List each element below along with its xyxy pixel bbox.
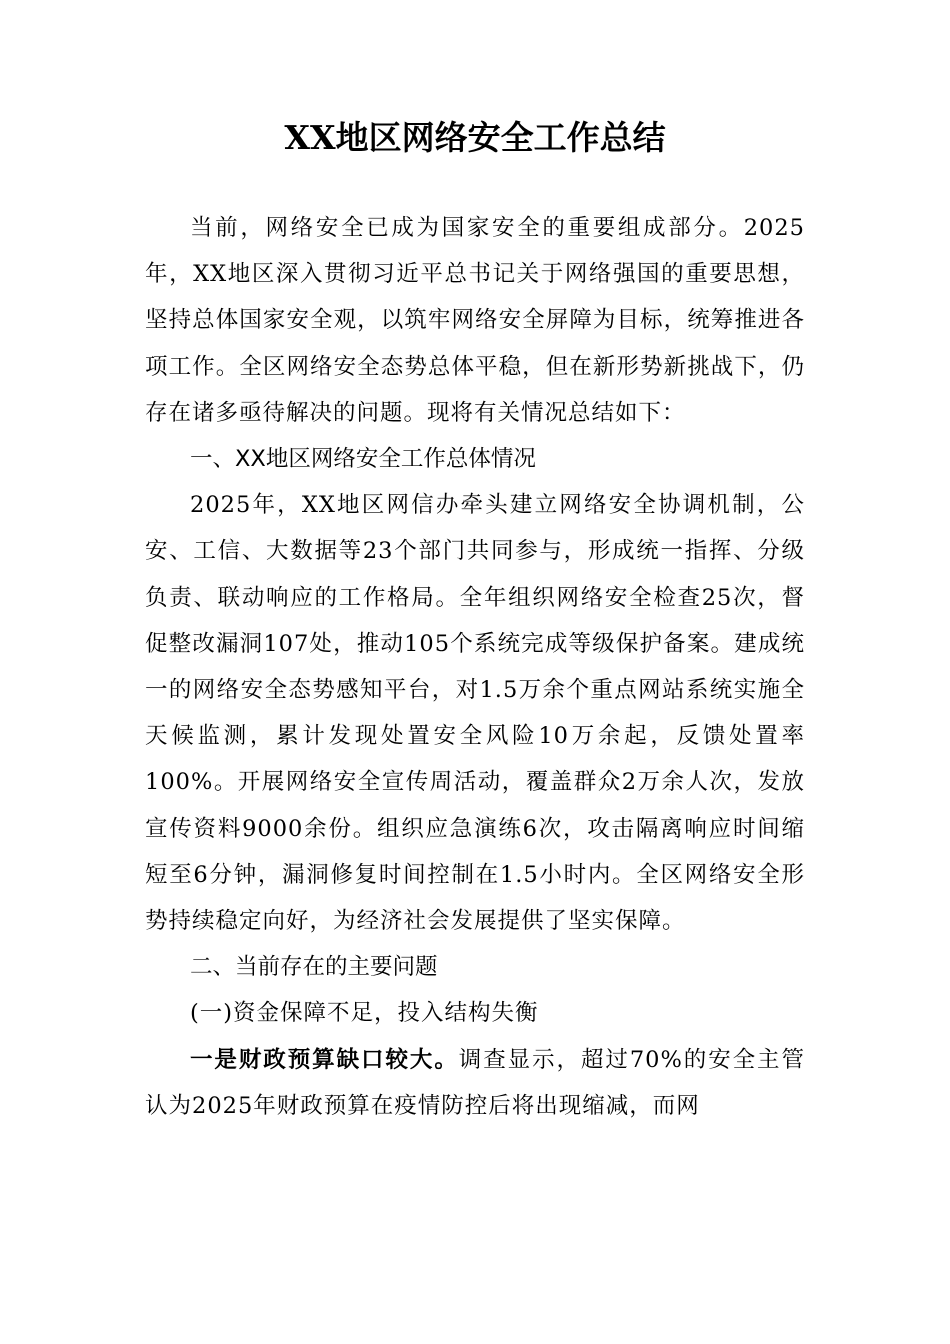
point-1-body: 调查显示，超过70%的安全主管认为2025年财政预算在疫情防控后将出现缩减，而网 — [145, 1046, 805, 1119]
point-1-lead: 一是财政预算缺口较大。 — [190, 1046, 459, 1073]
point-1-paragraph — [145, 1037, 805, 1129]
section-2-heading: 二、当前存在的主要问题 — [190, 954, 438, 981]
document-body — [145, 205, 805, 1129]
document-title: XX地区网络安全工作总结 — [284, 118, 666, 157]
intro-paragraph: 当前，网络安全已成为国家安全的重要组成部分。2025年，XX地区深入贯彻习近平总书记关于网络强国的重要思想，坚持总体国家安全观，以筑牢网络安全屏障为目标，统筹推进各项工作。全区网络安全态势总体平稳，但在新形势新挑战下，仍存在诸多亟待解决的问题。现将有关情况总结如下： — [145, 215, 805, 426]
section-1-paragraph: 2025年，XX地区网信办牵头建立网络安全协调机制，公安、工信、大数据等23个部门共同参与，形成统一指挥、分级负责、联动响应的工作格局。全年组织网络安全检查25次，督促整改漏洞107处，推动105个系统完成等级保护备案。建成统一的网络安全态势感知平台，对1.5万余个重点网站系统实施全天候监测，累计发现处置安全风险10万余起，反馈处置率100%。开展网络安全宣传周活动，覆盖群众2万余人次，发放宣传资料9000余份。组织应急演练6次，攻击隔离响应时间缩短至6分钟，漏洞修复时间控制在1.5小时内。全区网络安全形势持续稳定向好，为经济社会发展提供了坚实保障。 — [145, 492, 805, 935]
subsection-1-heading: (一)资金保障不足，投入结构失衡 — [190, 1000, 539, 1027]
section-1-heading: 一、XX地区网络安全工作总体情况 — [190, 446, 536, 473]
